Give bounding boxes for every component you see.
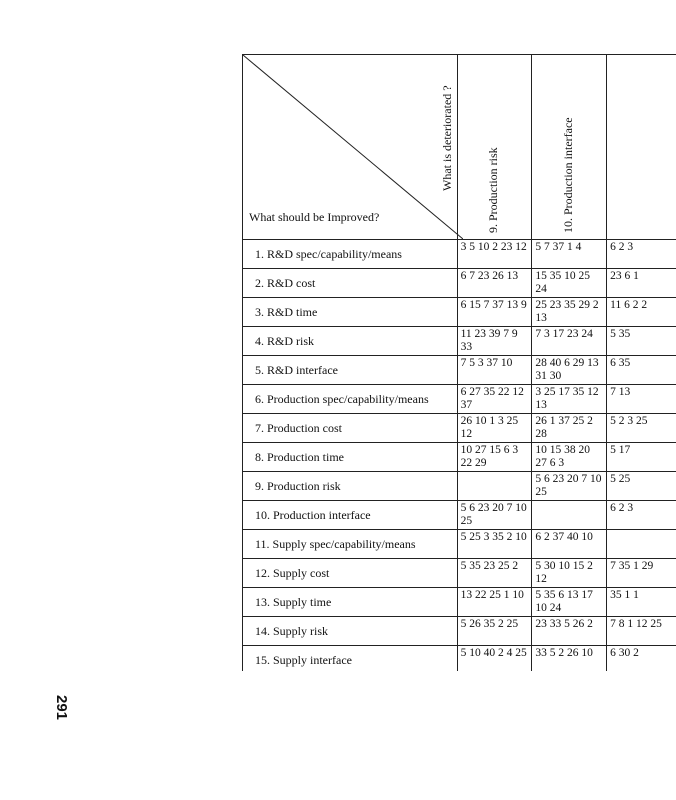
matrix-cell: 11 6 2 2: [607, 298, 676, 327]
matrix-cell: 6 2 3: [607, 240, 676, 269]
matrix-cell: 5 7 37 1 4: [532, 240, 607, 269]
matrix-cell: 6 2 37 40 10: [532, 530, 607, 559]
matrix-cell: 28 40 6 29 13 31 30: [532, 356, 607, 385]
page-number: 291: [53, 695, 70, 721]
matrix-cell: 7 5 3 37 10: [457, 356, 532, 385]
matrix-cell: [532, 501, 607, 530]
row-label: 10. Production interface: [243, 501, 458, 530]
matrix-cell: 6 15 7 37 13 9: [457, 298, 532, 327]
matrix-cell: 5 25 3 35 2 10: [457, 530, 532, 559]
matrix-cell: 5 6 23 20 7 10 25: [532, 472, 607, 501]
matrix-cell: 3 5 10 2 23 12: [457, 240, 532, 269]
matrix-cell: 6 30 2: [607, 646, 676, 672]
matrix-cell: 5 35: [607, 327, 676, 356]
matrix-cell: 6 35: [607, 356, 676, 385]
matrix-table: [242, 54, 676, 671]
row-label: 7. Production cost: [243, 414, 458, 443]
matrix-cell: 5 17: [607, 443, 676, 472]
matrix-cell: 5 2 3 25: [607, 414, 676, 443]
matrix-cell: [457, 472, 532, 501]
matrix-cell: 11 23 39 7 9 33: [457, 327, 532, 356]
table-row: [243, 559, 676, 588]
row-label: 2. R&D cost: [243, 269, 458, 298]
row-label: 5. R&D interface: [243, 356, 458, 385]
matrix-cell: 5 25: [607, 472, 676, 501]
matrix-cell: 5 6 23 20 7 10 25: [457, 501, 532, 530]
matrix-cell: 6 27 35 22 12 37: [457, 385, 532, 414]
table-row: [243, 646, 676, 672]
matrix-cell: [607, 530, 676, 559]
table-row: [243, 356, 676, 385]
matrix-cell: 33 5 2 26 10: [532, 646, 607, 672]
row-label: 14. Supply risk: [243, 617, 458, 646]
matrix-cell: 15 35 10 25 24: [532, 269, 607, 298]
column-header: 9. Production risk: [457, 55, 532, 240]
row-label: 8. Production time: [243, 443, 458, 472]
table-row: [243, 414, 676, 443]
table-row: [243, 530, 676, 559]
table-row: [243, 385, 676, 414]
matrix-cell: 7 3 17 23 24: [532, 327, 607, 356]
row-label: 6. Production spec/capability/means: [243, 385, 458, 414]
matrix-cell: 10 15 38 20 27 6 3: [532, 443, 607, 472]
matrix-cell: 26 1 37 25 2 28: [532, 414, 607, 443]
matrix-body: [243, 240, 676, 672]
row-label: 12. Supply cost: [243, 559, 458, 588]
table-row: [243, 617, 676, 646]
table-row: [243, 269, 676, 298]
row-label: 13. Supply time: [243, 588, 458, 617]
matrix-cell: 6 7 23 26 13: [457, 269, 532, 298]
row-label: 4. R&D risk: [243, 327, 458, 356]
matrix-cell: 7 8 1 12 25: [607, 617, 676, 646]
improved-axis-label: What should be Improved?: [249, 210, 380, 224]
matrix-cell: 7 13: [607, 385, 676, 414]
table-row: [243, 327, 676, 356]
table-row: [243, 472, 676, 501]
matrix-cell: 10 27 15 6 3 22 29: [457, 443, 532, 472]
matrix-cell: 7 35 1 29: [607, 559, 676, 588]
matrix-cell: 5 30 10 15 2 12: [532, 559, 607, 588]
column-header: [607, 55, 676, 240]
table-row: [243, 501, 676, 530]
deteriorated-axis-label: What is deteriorated ?: [440, 85, 454, 191]
matrix-cell: 13 22 25 1 10: [457, 588, 532, 617]
table-row: [243, 240, 676, 269]
row-label: 9. Production risk: [243, 472, 458, 501]
row-label: 11. Supply spec/capability/means: [243, 530, 458, 559]
matrix-cell: 23 33 5 26 2: [532, 617, 607, 646]
column-header: 10. Production interface: [532, 55, 607, 240]
table-row: [243, 443, 676, 472]
matrix-cell: 5 26 35 2 25: [457, 617, 532, 646]
matrix-cell: 3 25 17 35 12 13: [532, 385, 607, 414]
matrix-cell: 5 35 6 13 17 10 24: [532, 588, 607, 617]
table-row: [243, 588, 676, 617]
matrix-cell: 5 10 40 2 4 25: [457, 646, 532, 672]
table-row: [243, 298, 676, 327]
matrix-cell: 23 6 1: [607, 269, 676, 298]
matrix-cell: 6 2 3: [607, 501, 676, 530]
matrix-cell: 5 35 23 25 2: [457, 559, 532, 588]
row-label: 15. Supply interface: [243, 646, 458, 672]
row-label: 3. R&D time: [243, 298, 458, 327]
row-label: 1. R&D spec/capability/means: [243, 240, 458, 269]
matrix-corner: [243, 55, 458, 240]
contradiction-matrix: [242, 54, 676, 671]
matrix-cell: 25 23 35 29 2 13: [532, 298, 607, 327]
matrix-cell: 35 1 1: [607, 588, 676, 617]
matrix-cell: 26 10 1 3 25 12: [457, 414, 532, 443]
